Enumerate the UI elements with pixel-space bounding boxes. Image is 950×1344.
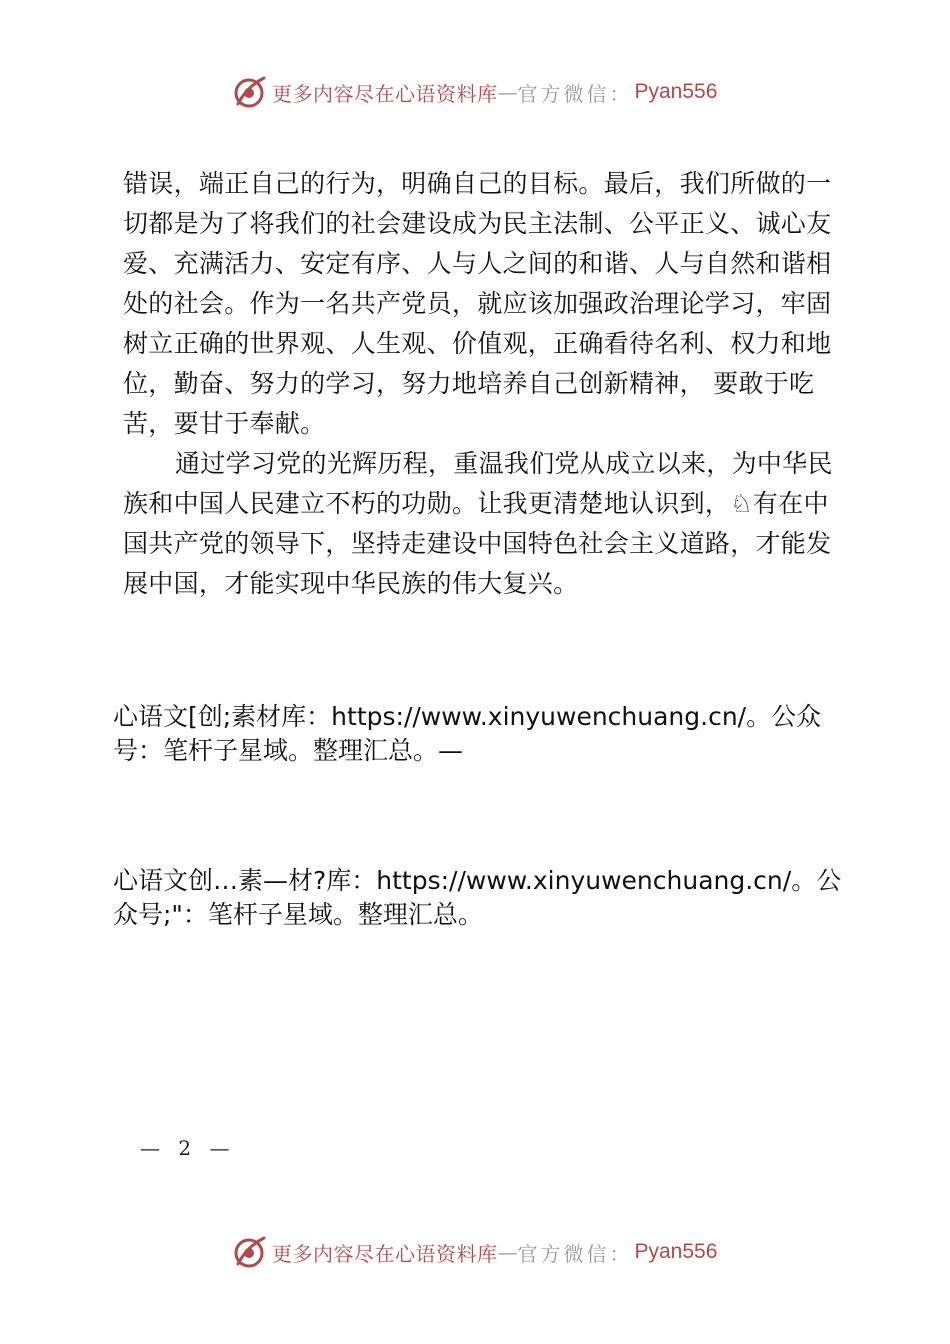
wechat-label: 官方微信： [517, 81, 633, 106]
header-banner [232, 72, 717, 112]
paragraph-1: 错误，端正自己的行为，明确自己的目标。最后，我们所做的一切都是为了将我们的社会建设成为民主法制、公平正义、诚心友爱、充满活力、安定有序、人与人之间的和谐、人与自然和谐相处的社会。作为一名共产党员，就应该加强政治理论学习，牢固树立正确的世界观、人生观、价值观，正确看待名利、权力和地位，勤奋、努力的学习，努力地培养自己创新精神， 要敢于吃苦，要甘于奉献。 [123, 169, 832, 438]
red-seal-logo-icon [232, 74, 268, 110]
separator: — [497, 1240, 518, 1264]
page-number: — 2 — [140, 1136, 236, 1160]
site-name: 更多内容尽在心语资料库 [272, 81, 498, 106]
wechat-label: 官方微信： [517, 1241, 633, 1266]
source-note-1: 心语文[创;素材库：https://www.xinyuwenchuang.cn/。公众号：笔杆子星域。整理汇总。— [113, 702, 822, 765]
site-name: 更多内容尽在心语资料库 [272, 1241, 498, 1266]
separator: — [497, 80, 518, 104]
document-body [123, 164, 843, 604]
red-seal-logo-icon [232, 1234, 268, 1270]
paragraph-2: 通过学习党的光辉历程，重温我们党从成立以来，为中华民族和中国人民建立不朽的功勋。让我更清楚地认识到，♘有在中国共产党的领导下，坚持走建设中国特色社会主义道路，才能发展中国，才能实现中华民族的伟大复兴。 [123, 449, 833, 598]
wechat-handle: Pyan556 [634, 80, 718, 103]
footer-banner [232, 1232, 717, 1272]
source-note-2: 心语文创…素—材?库：https://www.xinyuwenchuang.cn/。公众号;"：笔杆子星域。整理汇总。 [113, 866, 842, 929]
wechat-handle: Pyan556 [634, 1240, 718, 1263]
